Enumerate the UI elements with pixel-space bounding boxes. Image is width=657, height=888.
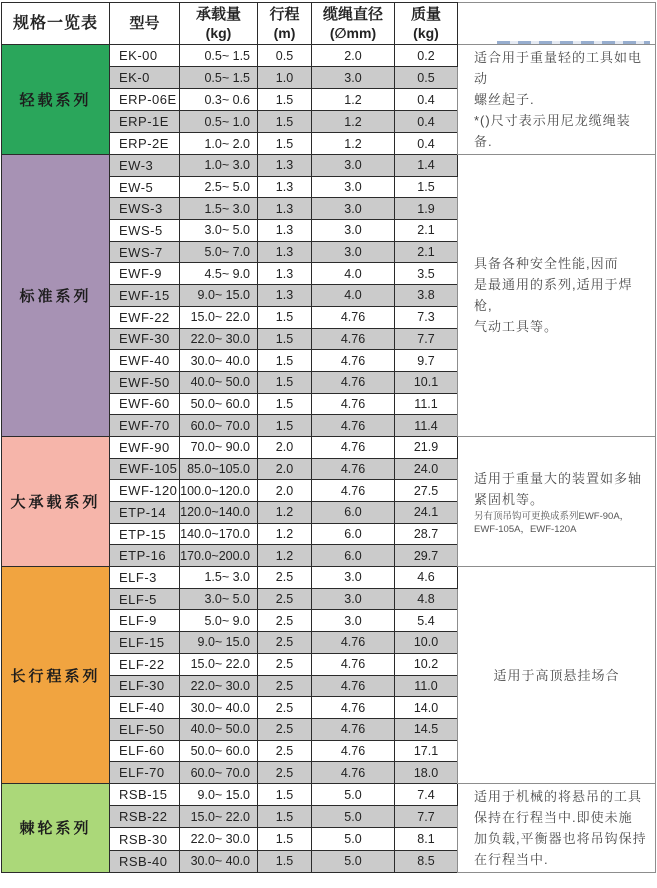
mass-cell: 1.4 (395, 155, 458, 177)
cable-cell: 4.0 (312, 263, 395, 285)
cable-cell: 4.76 (312, 436, 395, 458)
header-mass-unit: (kg) (413, 24, 439, 41)
cable-cell: 4.76 (312, 371, 395, 393)
load-cell: 0.5~ 1.0 (180, 111, 258, 133)
mass-cell: 28.7 (395, 523, 458, 545)
category-cell-large-series: 大承载系列 (2, 436, 110, 566)
stroke-cell: 2.5 (258, 675, 312, 697)
cable-cell: 4.76 (312, 306, 395, 328)
cable-cell: 4.76 (312, 328, 395, 350)
load-cell: 40.0~ 50.0 (180, 371, 258, 393)
model-cell: EWS-7 (110, 241, 180, 263)
cable-cell: 4.76 (312, 718, 395, 740)
table-row (2, 567, 656, 589)
model-cell: RSB-40 (110, 850, 180, 872)
cable-cell: 3.0 (312, 241, 395, 263)
mass-cell: 0.4 (395, 111, 458, 133)
mass-cell: 0.5 (395, 67, 458, 89)
cable-cell: 4.76 (312, 653, 395, 675)
mass-cell: 0.2 (395, 45, 458, 67)
load-cell: 22.0~ 30.0 (180, 328, 258, 350)
model-cell: EK-0 (110, 67, 180, 89)
cable-cell: 4.76 (312, 458, 395, 480)
mass-cell: 0.4 (395, 89, 458, 111)
note-cell-standard-series (458, 155, 656, 437)
mass-cell: 9.7 (395, 350, 458, 372)
mass-cell: 5.4 (395, 610, 458, 632)
stroke-cell: 2.5 (258, 653, 312, 675)
load-cell: 1.5~ 3.0 (180, 198, 258, 220)
model-cell: EW-3 (110, 155, 180, 177)
mass-cell: 2.1 (395, 241, 458, 263)
stroke-cell: 1.2 (258, 502, 312, 524)
header-stroke (258, 3, 312, 45)
load-cell: 9.0~ 15.0 (180, 285, 258, 307)
cable-cell: 4.0 (312, 285, 395, 307)
model-cell: EWF-9 (110, 263, 180, 285)
stroke-cell: 2.5 (258, 697, 312, 719)
mass-cell: 3.5 (395, 263, 458, 285)
load-cell: 120.0~140.0 (180, 502, 258, 524)
stroke-cell: 1.5 (258, 306, 312, 328)
load-cell: 85.0~105.0 (180, 458, 258, 480)
load-cell: 2.5~ 5.0 (180, 176, 258, 198)
stroke-cell: 1.5 (258, 111, 312, 133)
note-cell-light-series (458, 45, 656, 155)
stroke-cell: 2.5 (258, 762, 312, 784)
cable-cell: 4.76 (312, 697, 395, 719)
header-row (2, 3, 656, 45)
note-cell-large-series (458, 436, 656, 566)
cable-cell: 4.76 (312, 675, 395, 697)
stroke-cell: 1.5 (258, 850, 312, 872)
model-cell: ELF-60 (110, 740, 180, 762)
mass-cell: 0.4 (395, 133, 458, 155)
cable-cell: 3.0 (312, 220, 395, 242)
model-cell: EWF-22 (110, 306, 180, 328)
load-cell: 15.0~ 22.0 (180, 653, 258, 675)
note-text: 具备各种安全性能,因而 是最通用的系列,适用于焊枪, 气动工具等。 (474, 256, 633, 335)
stroke-cell: 1.2 (258, 545, 312, 567)
load-cell: 40.0~ 50.0 (180, 718, 258, 740)
mass-cell: 27.5 (395, 480, 458, 502)
model-cell: EWF-50 (110, 371, 180, 393)
cable-cell: 6.0 (312, 523, 395, 545)
mass-cell: 4.8 (395, 588, 458, 610)
mass-cell: 21.9 (395, 436, 458, 458)
load-cell: 4.5~ 9.0 (180, 263, 258, 285)
load-cell: 50.0~ 60.0 (180, 393, 258, 415)
note-text: 适合用于重量轻的工具如电动 螺丝起子. *()尺寸表示用尼龙缆绳装备. (474, 50, 643, 149)
stroke-cell: 1.3 (258, 263, 312, 285)
cable-cell: 3.0 (312, 67, 395, 89)
model-cell: ERP-1E (110, 111, 180, 133)
mass-cell: 7.7 (395, 328, 458, 350)
cable-cell: 4.76 (312, 350, 395, 372)
load-cell: 1.5~ 3.0 (180, 567, 258, 589)
note-text: 适用于重量大的装置如多轴 紧固机等。 另有顶吊钩可更换成系列EWF-90A， EWF-105A，EWF-120A (458, 466, 655, 538)
header-load-label: 承载量 (195, 5, 241, 23)
model-cell: ELF-50 (110, 718, 180, 740)
load-cell: 9.0~ 15.0 (180, 783, 258, 805)
load-cell: 60.0~ 70.0 (180, 762, 258, 784)
mass-cell: 14.5 (395, 718, 458, 740)
cable-cell: 6.0 (312, 502, 395, 524)
stroke-cell: 2.5 (258, 740, 312, 762)
mass-cell: 3.8 (395, 285, 458, 307)
model-cell: EWF-105 (110, 458, 180, 480)
category-cell-long-series: 长行程系列 (2, 567, 110, 784)
stroke-cell: 1.5 (258, 828, 312, 850)
model-cell: ELF-40 (110, 697, 180, 719)
mass-cell: 18.0 (395, 762, 458, 784)
load-cell: 3.0~ 5.0 (180, 220, 258, 242)
model-cell: EW-5 (110, 176, 180, 198)
mass-cell: 1.5 (395, 176, 458, 198)
load-cell: 70.0~ 90.0 (180, 436, 258, 458)
stroke-cell: 1.5 (258, 133, 312, 155)
cable-cell: 4.76 (312, 632, 395, 654)
header-stroke-label: 行程 (269, 5, 300, 23)
model-cell: EWF-40 (110, 350, 180, 372)
model-cell: ETP-16 (110, 545, 180, 567)
stroke-cell: 1.5 (258, 393, 312, 415)
category-cell-ratchet-series: 棘轮系列 (2, 783, 110, 872)
load-cell: 140.0~170.0 (180, 523, 258, 545)
mass-cell: 7.3 (395, 306, 458, 328)
load-cell: 50.0~ 60.0 (180, 740, 258, 762)
load-cell: 0.5~ 1.5 (180, 45, 258, 67)
stroke-cell: 2.5 (258, 718, 312, 740)
mass-cell: 29.7 (395, 545, 458, 567)
stroke-cell: 1.2 (258, 523, 312, 545)
stroke-cell: 1.5 (258, 806, 312, 828)
mass-cell: 11.4 (395, 415, 458, 437)
cable-cell: 3.0 (312, 198, 395, 220)
load-cell: 100.0~120.0 (180, 480, 258, 502)
mass-cell: 24.1 (395, 502, 458, 524)
load-cell: 60.0~ 70.0 (180, 415, 258, 437)
header-cable-label: 缆绳直径 (322, 5, 383, 23)
note-cell-long-series (458, 567, 656, 784)
header-mass (395, 3, 458, 45)
load-cell: 15.0~ 22.0 (180, 306, 258, 328)
cable-cell: 6.0 (312, 545, 395, 567)
stroke-cell: 1.3 (258, 155, 312, 177)
cable-cell: 5.0 (312, 850, 395, 872)
model-cell: ERP-2E (110, 133, 180, 155)
model-cell: EWF-30 (110, 328, 180, 350)
model-cell: ELF-22 (110, 653, 180, 675)
stroke-cell: 2.5 (258, 632, 312, 654)
cable-cell: 1.2 (312, 89, 395, 111)
stroke-cell: 1.3 (258, 285, 312, 307)
model-cell: ETP-14 (110, 502, 180, 524)
mass-cell: 24.0 (395, 458, 458, 480)
stroke-cell: 1.5 (258, 350, 312, 372)
model-cell: EWF-90 (110, 436, 180, 458)
model-cell: EWF-70 (110, 415, 180, 437)
model-cell: ELF-5 (110, 588, 180, 610)
cable-cell: 4.76 (312, 480, 395, 502)
mass-cell: 11.0 (395, 675, 458, 697)
mass-cell: 7.4 (395, 783, 458, 805)
header-stroke-unit: (m) (273, 24, 296, 41)
cable-cell: 4.76 (312, 393, 395, 415)
stroke-cell: 2.5 (258, 567, 312, 589)
header-cable (312, 3, 395, 45)
mass-cell: 4.6 (395, 567, 458, 589)
header-mass-label: 质量 (410, 5, 441, 23)
note-cell-ratchet-series (458, 783, 656, 872)
note-text: 适用于机械的将悬吊的工具 保持在行程当中.即使未施 加负载,平衡器也将吊钩保持 在行程当中. (474, 788, 647, 867)
mass-cell: 10.0 (395, 632, 458, 654)
table-row (2, 45, 656, 67)
stroke-cell: 1.5 (258, 328, 312, 350)
load-cell: 9.0~ 15.0 (180, 632, 258, 654)
mass-cell: 7.7 (395, 806, 458, 828)
load-cell: 0.3~ 0.6 (180, 89, 258, 111)
stroke-cell: 1.3 (258, 176, 312, 198)
model-cell: RSB-15 (110, 783, 180, 805)
note-small-text: 另有顶吊钩可更换成系列EWF-90A， (474, 510, 630, 522)
header-load-unit: (kg) (205, 24, 232, 41)
cable-cell: 2.0 (312, 45, 395, 67)
stroke-cell: 1.5 (258, 783, 312, 805)
note-text: 适用于高顶悬挂场合 (493, 667, 620, 683)
header-cable-unit: (∅mm) (329, 24, 377, 41)
load-cell: 22.0~ 30.0 (180, 675, 258, 697)
load-cell: 3.0~ 5.0 (180, 588, 258, 610)
mass-cell: 14.0 (395, 697, 458, 719)
category-cell-standard-series: 标准系列 (2, 155, 110, 437)
cable-cell: 5.0 (312, 783, 395, 805)
category-cell-light-series: 轻载系列 (2, 45, 110, 155)
model-cell: ELF-3 (110, 567, 180, 589)
stroke-cell: 2.5 (258, 610, 312, 632)
mass-cell: 11.1 (395, 393, 458, 415)
table-row (2, 436, 656, 458)
mass-cell: 8.1 (395, 828, 458, 850)
cable-cell: 4.76 (312, 415, 395, 437)
stroke-cell: 1.5 (258, 415, 312, 437)
cable-cell: 5.0 (312, 806, 395, 828)
model-cell: ELF-70 (110, 762, 180, 784)
stroke-cell: 0.5 (258, 45, 312, 67)
stroke-cell: 2.0 (258, 480, 312, 502)
mass-cell: 2.1 (395, 220, 458, 242)
load-cell: 1.0~ 3.0 (180, 155, 258, 177)
table-row (2, 155, 656, 177)
cable-cell: 3.0 (312, 176, 395, 198)
stroke-cell: 1.3 (258, 220, 312, 242)
model-cell: ERP-06E (110, 89, 180, 111)
model-cell: EWF-15 (110, 285, 180, 307)
stroke-cell: 2.0 (258, 436, 312, 458)
load-cell: 5.0~ 9.0 (180, 610, 258, 632)
mass-cell: 17.1 (395, 740, 458, 762)
mass-cell: 8.5 (395, 850, 458, 872)
spec-table (1, 2, 656, 873)
model-cell: RSB-22 (110, 806, 180, 828)
model-cell: EWF-60 (110, 393, 180, 415)
model-cell: EK-00 (110, 45, 180, 67)
model-cell: ELF-15 (110, 632, 180, 654)
note-small-text: EWF-105A，EWF-120A (474, 523, 577, 535)
cable-cell: 4.76 (312, 762, 395, 784)
cable-cell: 5.0 (312, 828, 395, 850)
header-load (180, 3, 258, 45)
model-cell: RSB-30 (110, 828, 180, 850)
stroke-cell: 1.3 (258, 241, 312, 263)
load-cell: 22.0~ 30.0 (180, 828, 258, 850)
stroke-cell: 1.3 (258, 198, 312, 220)
load-cell: 0.5~ 1.5 (180, 67, 258, 89)
stroke-cell: 1.5 (258, 371, 312, 393)
cable-cell: 4.76 (312, 740, 395, 762)
mass-cell: 10.2 (395, 653, 458, 675)
cable-cell: 3.0 (312, 567, 395, 589)
model-cell: ELF-9 (110, 610, 180, 632)
model-cell: EWS-3 (110, 198, 180, 220)
load-cell: 5.0~ 7.0 (180, 241, 258, 263)
load-cell: 30.0~ 40.0 (180, 697, 258, 719)
load-cell: 170.0~200.0 (180, 545, 258, 567)
stroke-cell: 1.5 (258, 89, 312, 111)
model-cell: EWF-120 (110, 480, 180, 502)
model-cell: ETP-15 (110, 523, 180, 545)
table-row (2, 783, 656, 805)
stroke-cell: 2.5 (258, 588, 312, 610)
stroke-cell: 2.0 (258, 458, 312, 480)
load-cell: 30.0~ 40.0 (180, 350, 258, 372)
cable-cell: 3.0 (312, 610, 395, 632)
cable-cell: 1.2 (312, 133, 395, 155)
mass-cell: 1.9 (395, 198, 458, 220)
load-cell: 1.0~ 2.0 (180, 133, 258, 155)
stroke-cell: 1.0 (258, 67, 312, 89)
header-notes-empty (458, 3, 656, 45)
load-cell: 30.0~ 40.0 (180, 850, 258, 872)
cable-cell: 3.0 (312, 588, 395, 610)
header-model: 型号 (110, 3, 180, 45)
header-category: 规格一览表 (2, 3, 110, 45)
model-cell: EWS-5 (110, 220, 180, 242)
cable-cell: 3.0 (312, 155, 395, 177)
mass-cell: 10.1 (395, 371, 458, 393)
model-cell: ELF-30 (110, 675, 180, 697)
load-cell: 15.0~ 22.0 (180, 806, 258, 828)
cable-cell: 1.2 (312, 111, 395, 133)
